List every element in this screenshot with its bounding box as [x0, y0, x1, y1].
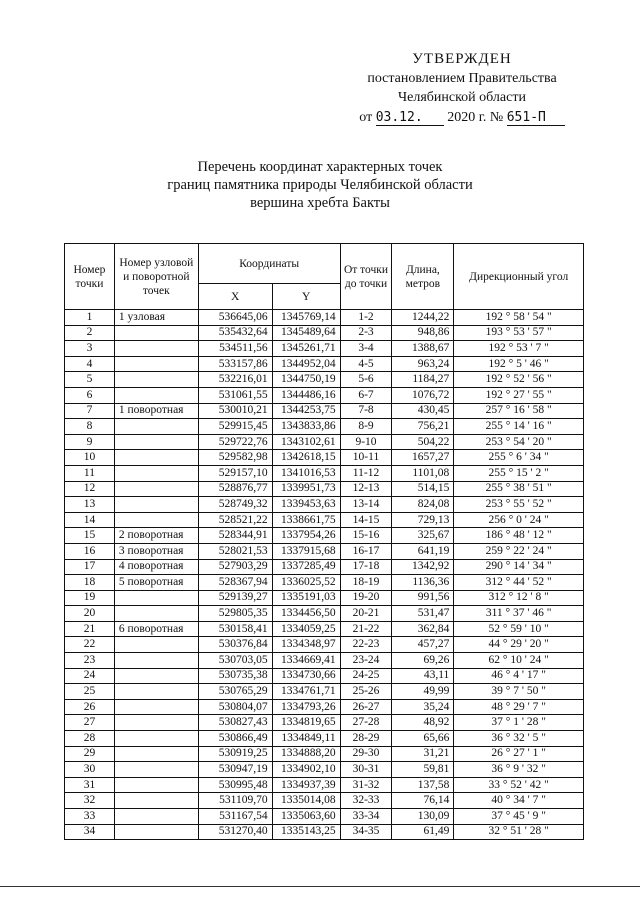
cell-length: 325,67 — [392, 528, 454, 544]
cell-node — [114, 746, 198, 762]
cell-y: 1343833,86 — [272, 419, 340, 435]
cell-y: 1334888,20 — [272, 746, 340, 762]
cell-angle: 186 ° 48 ' 12 " — [454, 528, 584, 544]
cell-y: 1334849,11 — [272, 731, 340, 747]
cell-angle: 40 ° 34 ' 7 " — [454, 793, 584, 809]
cell-from-point: 14-15 — [340, 512, 392, 528]
cell-number: 32 — [65, 793, 115, 809]
cell-number: 14 — [65, 512, 115, 528]
cell-y: 1339453,63 — [272, 497, 340, 513]
cell-number: 23 — [65, 653, 115, 669]
cell-number: 6 — [65, 387, 115, 403]
table-row — [65, 528, 584, 544]
cell-number: 5 — [65, 372, 115, 388]
cell-number: 27 — [65, 715, 115, 731]
cell-x: 529722,76 — [198, 434, 272, 450]
table-row — [65, 310, 584, 326]
cell-node — [114, 497, 198, 513]
cell-x: 530376,84 — [198, 637, 272, 653]
cell-node — [114, 684, 198, 700]
cell-length: 531,47 — [392, 606, 454, 622]
cell-node — [114, 372, 198, 388]
cell-y: 1344253,75 — [272, 403, 340, 419]
cell-node — [114, 434, 198, 450]
cell-angle: 290 ° 14 ' 34 " — [454, 559, 584, 575]
cell-number: 13 — [65, 497, 115, 513]
cell-x: 530703,05 — [198, 653, 272, 669]
cell-x: 531270,40 — [198, 824, 272, 840]
cell-number: 25 — [65, 684, 115, 700]
cell-from-point: 17-18 — [340, 559, 392, 575]
table-row — [65, 356, 584, 372]
cell-node: 6 поворотная — [114, 621, 198, 637]
cell-y: 1335143,25 — [272, 824, 340, 840]
cell-angle: 259 ° 22 ' 24 " — [454, 543, 584, 559]
cell-length: 35,24 — [392, 699, 454, 715]
approval-date: 03.12. — [376, 110, 444, 126]
cell-length: 1342,92 — [392, 559, 454, 575]
table-row — [65, 668, 584, 684]
cell-number: 4 — [65, 356, 115, 372]
cell-number: 34 — [65, 824, 115, 840]
table-row — [65, 465, 584, 481]
cell-from-point: 25-26 — [340, 684, 392, 700]
cell-from-point: 1-2 — [340, 310, 392, 326]
cell-from-point: 20-21 — [340, 606, 392, 622]
cell-x: 528021,53 — [198, 543, 272, 559]
cell-y: 1345489,64 — [272, 325, 340, 341]
cell-length: 963,24 — [392, 356, 454, 372]
header-number: Номер точки — [65, 244, 115, 310]
cell-x: 530735,38 — [198, 668, 272, 684]
cell-angle: 48 ° 29 ' 7 " — [454, 699, 584, 715]
cell-angle: 255 ° 38 ' 51 " — [454, 481, 584, 497]
table-row — [65, 621, 584, 637]
table-row — [65, 512, 584, 528]
cell-length: 504,22 — [392, 434, 454, 450]
cell-node — [114, 637, 198, 653]
cell-number: 8 — [65, 419, 115, 435]
cell-y: 1334669,41 — [272, 653, 340, 669]
cell-length: 991,56 — [392, 590, 454, 606]
cell-number: 29 — [65, 746, 115, 762]
cell-node — [114, 590, 198, 606]
cell-length: 514,15 — [392, 481, 454, 497]
cell-from-point: 15-16 — [340, 528, 392, 544]
cell-from-point: 7-8 — [340, 403, 392, 419]
table-row — [65, 715, 584, 731]
cell-number: 10 — [65, 450, 115, 466]
cell-length: 43,11 — [392, 668, 454, 684]
cell-angle: 39 ° 7 ' 50 " — [454, 684, 584, 700]
table-row — [65, 762, 584, 778]
approval-line-2: Челябинской области — [398, 90, 526, 105]
cell-y: 1343102,61 — [272, 434, 340, 450]
cell-x: 530919,25 — [198, 746, 272, 762]
approval-date-line — [342, 108, 582, 127]
cell-from-point: 12-13 — [340, 481, 392, 497]
cell-from-point: 30-31 — [340, 762, 392, 778]
table-row — [65, 481, 584, 497]
table-row — [65, 403, 584, 419]
cell-y: 1334456,50 — [272, 606, 340, 622]
header-node: Номер узловой и поворотной точек — [114, 244, 198, 310]
cell-angle: 255 ° 6 ' 34 " — [454, 450, 584, 466]
cell-angle: 26 ° 27 ' 1 " — [454, 746, 584, 762]
table-row — [65, 731, 584, 747]
cell-length: 1076,72 — [392, 387, 454, 403]
cell-from-point: 27-28 — [340, 715, 392, 731]
cell-length: 824,08 — [392, 497, 454, 513]
cell-angle: 46 ° 4 ' 17 " — [454, 668, 584, 684]
cell-angle: 192 ° 27 ' 55 " — [454, 387, 584, 403]
cell-node: 1 поворотная — [114, 403, 198, 419]
cell-x: 527903,29 — [198, 559, 272, 575]
table-row — [65, 746, 584, 762]
table-row — [65, 341, 584, 357]
table-row — [65, 699, 584, 715]
cell-from-point: 32-33 — [340, 793, 392, 809]
cell-x: 529582,98 — [198, 450, 272, 466]
cell-number: 7 — [65, 403, 115, 419]
cell-y: 1334937,39 — [272, 777, 340, 793]
cell-angle: 52 ° 59 ' 10 " — [454, 621, 584, 637]
table-row — [65, 793, 584, 809]
cell-x: 532216,01 — [198, 372, 272, 388]
cell-y: 1337915,68 — [272, 543, 340, 559]
document-title — [0, 158, 640, 212]
cell-length: 130,09 — [392, 809, 454, 825]
cell-y: 1334902,10 — [272, 762, 340, 778]
cell-x: 530995,48 — [198, 777, 272, 793]
table-row — [65, 559, 584, 575]
cell-x: 531061,55 — [198, 387, 272, 403]
cell-node — [114, 606, 198, 622]
cell-from-point: 11-12 — [340, 465, 392, 481]
cell-node — [114, 715, 198, 731]
cell-y: 1334793,26 — [272, 699, 340, 715]
cell-number: 19 — [65, 590, 115, 606]
cell-from-point: 26-27 — [340, 699, 392, 715]
coordinates-table — [64, 243, 584, 840]
cell-from-point: 2-3 — [340, 325, 392, 341]
cell-from-point: 3-4 — [340, 341, 392, 357]
cell-length: 1388,67 — [392, 341, 454, 357]
table-row — [65, 637, 584, 653]
cell-angle: 192 ° 53 ' 7 " — [454, 341, 584, 357]
cell-node: 5 поворотная — [114, 575, 198, 591]
approval-year: 2020 г. № — [447, 110, 504, 125]
cell-angle: 44 ° 29 ' 20 " — [454, 637, 584, 653]
cell-length: 1101,08 — [392, 465, 454, 481]
table-row — [65, 777, 584, 793]
cell-x: 530010,21 — [198, 403, 272, 419]
cell-from-point: 4-5 — [340, 356, 392, 372]
cell-x: 534511,56 — [198, 341, 272, 357]
cell-node — [114, 387, 198, 403]
table-row — [65, 450, 584, 466]
cell-angle: 312 ° 12 ' 8 " — [454, 590, 584, 606]
table-row — [65, 809, 584, 825]
cell-y: 1342618,15 — [272, 450, 340, 466]
cell-number: 17 — [65, 559, 115, 575]
header-coordinates: Координаты — [198, 244, 340, 284]
header-length: Длина, метров — [392, 244, 454, 310]
cell-angle: 255 ° 15 ' 2 " — [454, 465, 584, 481]
cell-angle: 36 ° 32 ' 5 " — [454, 731, 584, 747]
cell-from-point: 8-9 — [340, 419, 392, 435]
table-row — [65, 824, 584, 840]
cell-from-point: 24-25 — [340, 668, 392, 684]
cell-y: 1336025,52 — [272, 575, 340, 591]
cell-length: 69,26 — [392, 653, 454, 669]
cell-length: 948,86 — [392, 325, 454, 341]
cell-number: 30 — [65, 762, 115, 778]
cell-node — [114, 419, 198, 435]
cell-length: 1657,27 — [392, 450, 454, 466]
cell-node: 1 узловая — [114, 310, 198, 326]
table-row — [65, 684, 584, 700]
table-row — [65, 387, 584, 403]
cell-y: 1344952,04 — [272, 356, 340, 372]
cell-node — [114, 325, 198, 341]
cell-node — [114, 653, 198, 669]
cell-node — [114, 793, 198, 809]
cell-angle: 36 ° 9 ' 32 " — [454, 762, 584, 778]
cell-number: 2 — [65, 325, 115, 341]
cell-x: 529805,35 — [198, 606, 272, 622]
cell-y: 1337285,49 — [272, 559, 340, 575]
cell-angle: 62 ° 10 ' 24 " — [454, 653, 584, 669]
table-row — [65, 653, 584, 669]
cell-number: 3 — [65, 341, 115, 357]
header-angle: Дирекционный угол — [454, 244, 584, 310]
cell-y: 1334059,25 — [272, 621, 340, 637]
cell-length: 137,58 — [392, 777, 454, 793]
page-footer-rule — [0, 886, 640, 887]
cell-y: 1334730,66 — [272, 668, 340, 684]
cell-from-point: 31-32 — [340, 777, 392, 793]
cell-length: 362,84 — [392, 621, 454, 637]
document-title-line-2: границ памятника природы Челябинской области — [167, 177, 473, 193]
table-row — [65, 543, 584, 559]
cell-y: 1334761,71 — [272, 684, 340, 700]
cell-node — [114, 699, 198, 715]
table-row — [65, 590, 584, 606]
cell-number: 33 — [65, 809, 115, 825]
cell-number: 24 — [65, 668, 115, 684]
cell-number: 9 — [65, 434, 115, 450]
cell-length: 641,19 — [392, 543, 454, 559]
cell-x: 528367,94 — [198, 575, 272, 591]
cell-x: 530866,49 — [198, 731, 272, 747]
cell-y: 1334819,65 — [272, 715, 340, 731]
cell-number: 31 — [65, 777, 115, 793]
cell-node — [114, 809, 198, 825]
cell-number: 16 — [65, 543, 115, 559]
cell-node — [114, 465, 198, 481]
cell-from-point: 16-17 — [340, 543, 392, 559]
cell-node: 3 поворотная — [114, 543, 198, 559]
table-body — [65, 310, 584, 840]
approval-title: УТВЕРЖДЕН — [412, 51, 512, 67]
cell-y: 1344486,16 — [272, 387, 340, 403]
cell-y: 1338661,75 — [272, 512, 340, 528]
document-title-line-1: Перечень координат характерных точек — [197, 159, 443, 175]
cell-from-point: 22-23 — [340, 637, 392, 653]
cell-x: 531109,70 — [198, 793, 272, 809]
cell-length: 1244,22 — [392, 310, 454, 326]
cell-length: 65,66 — [392, 731, 454, 747]
cell-from-point: 9-10 — [340, 434, 392, 450]
cell-x: 530947,19 — [198, 762, 272, 778]
approval-number: 651-П — [507, 110, 565, 126]
table-row — [65, 419, 584, 435]
cell-x: 528876,77 — [198, 481, 272, 497]
cell-x: 530827,43 — [198, 715, 272, 731]
cell-number: 21 — [65, 621, 115, 637]
cell-angle: 257 ° 16 ' 58 " — [454, 403, 584, 419]
cell-length: 48,92 — [392, 715, 454, 731]
cell-from-point: 21-22 — [340, 621, 392, 637]
cell-number: 18 — [65, 575, 115, 591]
cell-number: 12 — [65, 481, 115, 497]
cell-from-point: 6-7 — [340, 387, 392, 403]
table-row — [65, 497, 584, 513]
cell-number: 1 — [65, 310, 115, 326]
cell-y: 1345261,71 — [272, 341, 340, 357]
cell-node — [114, 731, 198, 747]
cell-angle: 33 ° 52 ' 42 " — [454, 777, 584, 793]
cell-length: 1184,27 — [392, 372, 454, 388]
cell-from-point: 29-30 — [340, 746, 392, 762]
cell-number: 26 — [65, 699, 115, 715]
cell-node — [114, 824, 198, 840]
cell-x: 535432,64 — [198, 325, 272, 341]
cell-from-point: 10-11 — [340, 450, 392, 466]
cell-length: 1136,36 — [392, 575, 454, 591]
cell-y: 1335191,03 — [272, 590, 340, 606]
cell-angle: 192 ° 58 ' 54 " — [454, 310, 584, 326]
cell-angle: 192 ° 5 ' 46 " — [454, 356, 584, 372]
cell-angle: 37 ° 1 ' 28 " — [454, 715, 584, 731]
cell-length: 59,81 — [392, 762, 454, 778]
cell-x: 536645,06 — [198, 310, 272, 326]
cell-from-point: 28-29 — [340, 731, 392, 747]
cell-x: 528521,22 — [198, 512, 272, 528]
cell-angle: 32 ° 51 ' 28 " — [454, 824, 584, 840]
cell-y: 1337954,26 — [272, 528, 340, 544]
cell-x: 529157,10 — [198, 465, 272, 481]
cell-length: 61,49 — [392, 824, 454, 840]
cell-length: 49,99 — [392, 684, 454, 700]
cell-x: 530804,07 — [198, 699, 272, 715]
date-prefix: от — [359, 110, 373, 125]
header-x: X — [198, 284, 272, 310]
cell-node — [114, 512, 198, 528]
cell-number: 20 — [65, 606, 115, 622]
cell-node — [114, 341, 198, 357]
table-row — [65, 325, 584, 341]
cell-x: 528749,32 — [198, 497, 272, 513]
cell-number: 11 — [65, 465, 115, 481]
cell-from-point: 33-34 — [340, 809, 392, 825]
cell-number: 15 — [65, 528, 115, 544]
cell-x: 530158,41 — [198, 621, 272, 637]
cell-node: 2 поворотная — [114, 528, 198, 544]
cell-from-point: 5-6 — [340, 372, 392, 388]
cell-from-point: 13-14 — [340, 497, 392, 513]
cell-length: 729,13 — [392, 512, 454, 528]
approval-block — [342, 50, 582, 127]
cell-y: 1335063,60 — [272, 809, 340, 825]
cell-from-point: 19-20 — [340, 590, 392, 606]
cell-y: 1341016,53 — [272, 465, 340, 481]
cell-x: 529139,27 — [198, 590, 272, 606]
table-row — [65, 434, 584, 450]
cell-number: 28 — [65, 731, 115, 747]
cell-node — [114, 356, 198, 372]
cell-angle: 192 ° 52 ' 56 " — [454, 372, 584, 388]
cell-x: 529915,45 — [198, 419, 272, 435]
header-y: Y — [272, 284, 340, 310]
cell-number: 22 — [65, 637, 115, 653]
cell-length: 31,21 — [392, 746, 454, 762]
cell-angle: 311 ° 37 ' 46 " — [454, 606, 584, 622]
table-row — [65, 372, 584, 388]
table-row — [65, 575, 584, 591]
cell-x: 530765,29 — [198, 684, 272, 700]
cell-node — [114, 450, 198, 466]
cell-length: 76,14 — [392, 793, 454, 809]
cell-x: 533157,86 — [198, 356, 272, 372]
cell-y: 1335014,08 — [272, 793, 340, 809]
cell-node — [114, 668, 198, 684]
cell-x: 528344,91 — [198, 528, 272, 544]
document-title-line-3: вершина хребта Бакты — [250, 195, 390, 211]
cell-node — [114, 762, 198, 778]
cell-length: 457,27 — [392, 637, 454, 653]
header-from-point: От точки до точки — [340, 244, 392, 310]
cell-angle: 255 ° 14 ' 16 " — [454, 419, 584, 435]
cell-angle: 312 ° 44 ' 52 " — [454, 575, 584, 591]
cell-from-point: 18-19 — [340, 575, 392, 591]
approval-line-1: постановлением Правительства — [367, 71, 557, 86]
cell-angle: 193 ° 53 ' 57 " — [454, 325, 584, 341]
cell-angle: 253 ° 55 ' 52 " — [454, 497, 584, 513]
cell-node: 4 поворотная — [114, 559, 198, 575]
cell-node — [114, 777, 198, 793]
cell-y: 1339951,73 — [272, 481, 340, 497]
cell-length: 430,45 — [392, 403, 454, 419]
cell-angle: 256 ° 0 ' 24 " — [454, 512, 584, 528]
table-row — [65, 606, 584, 622]
cell-y: 1345769,14 — [272, 310, 340, 326]
cell-y: 1334348,97 — [272, 637, 340, 653]
cell-angle: 37 ° 45 ' 9 " — [454, 809, 584, 825]
cell-x: 531167,54 — [198, 809, 272, 825]
cell-length: 756,21 — [392, 419, 454, 435]
cell-from-point: 34-35 — [340, 824, 392, 840]
cell-angle: 253 ° 54 ' 20 " — [454, 434, 584, 450]
cell-from-point: 23-24 — [340, 653, 392, 669]
cell-y: 1344750,19 — [272, 372, 340, 388]
cell-node — [114, 481, 198, 497]
